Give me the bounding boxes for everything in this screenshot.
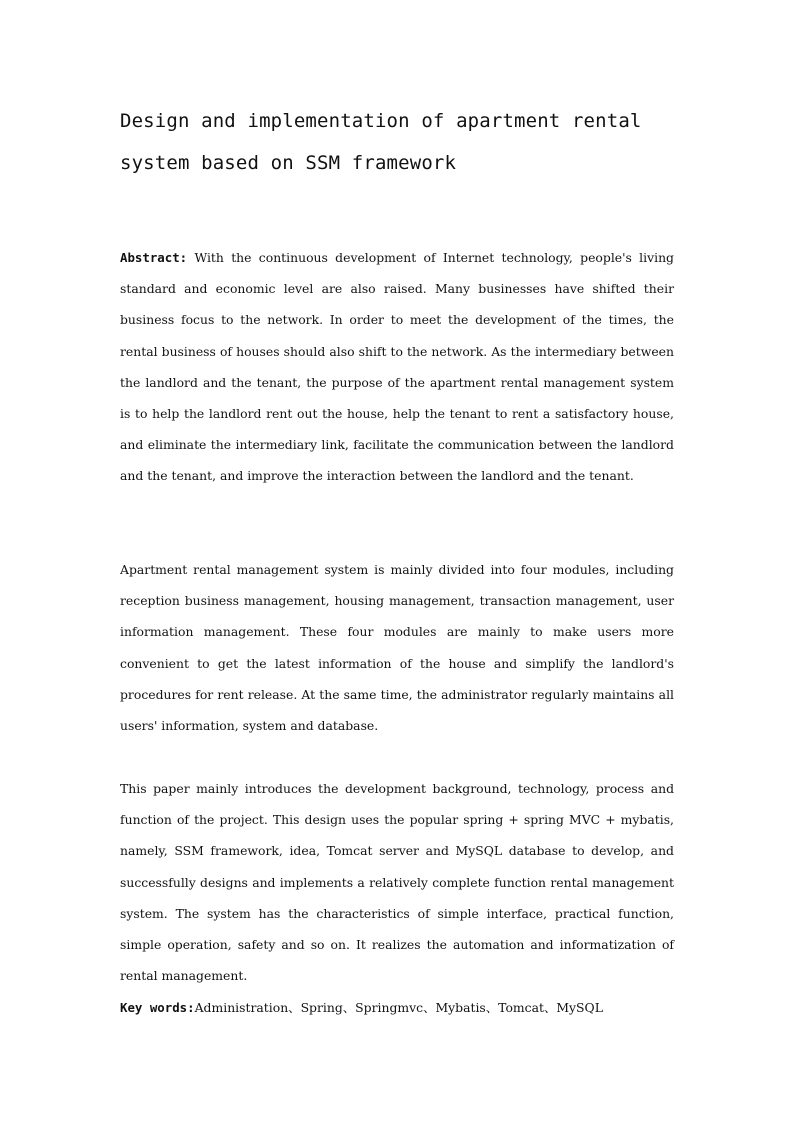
abstract-label: Abstract: bbox=[120, 250, 188, 265]
body-paragraph-modules: Apartment rental management system is mainly divided into four modules, including reception business management, housing management, transaction management, user information management. These four modules are mainly to make users more convenient to get the latest information of the house and simplify the landlord's procedures for rent release. At the same time, the administrator regularly maintains all users' information, system and database. bbox=[120, 562, 674, 734]
keywords-text: Administration、Spring、Springmvc、Mybatis、Tomcat、MySQL bbox=[194, 1000, 603, 1015]
abstract-paragraph bbox=[120, 242, 674, 492]
keywords-line bbox=[120, 992, 674, 1023]
abstract-text: With the continuous development of Internet technology, people's living standard and economic level are also raised. Many businesses have shifted their business focus to the network. In order to meet the development of the times, the rental business of houses should also shift to the network. As the intermediary between the landlord and the tenant, the purpose of the apartment rental management system is to help the landlord rent out the house, help the tenant to rent a satisfactory house, and eliminate the intermediary link, facilitate the communication between the landlord and the tenant, and improve the interaction between the landlord and the tenant. bbox=[120, 250, 674, 484]
keywords-label: Key words: bbox=[120, 1000, 195, 1015]
paper-title: Design and implementation of apartment rental system based on SSM framework bbox=[120, 110, 642, 174]
body-paragraph-introduction: This paper mainly introduces the development background, technology, process and function of the project. This design uses the popular spring + spring MVC + mybatis, namely, SSM framework, idea, Tomcat server and MySQL database to develop, and successfully designs and implements a relatively complete function rental management system. The system has the characteristics of simple interface, practical function, simple operation, safety and so on. It realizes the automation and informatization of rental management. bbox=[120, 781, 674, 984]
